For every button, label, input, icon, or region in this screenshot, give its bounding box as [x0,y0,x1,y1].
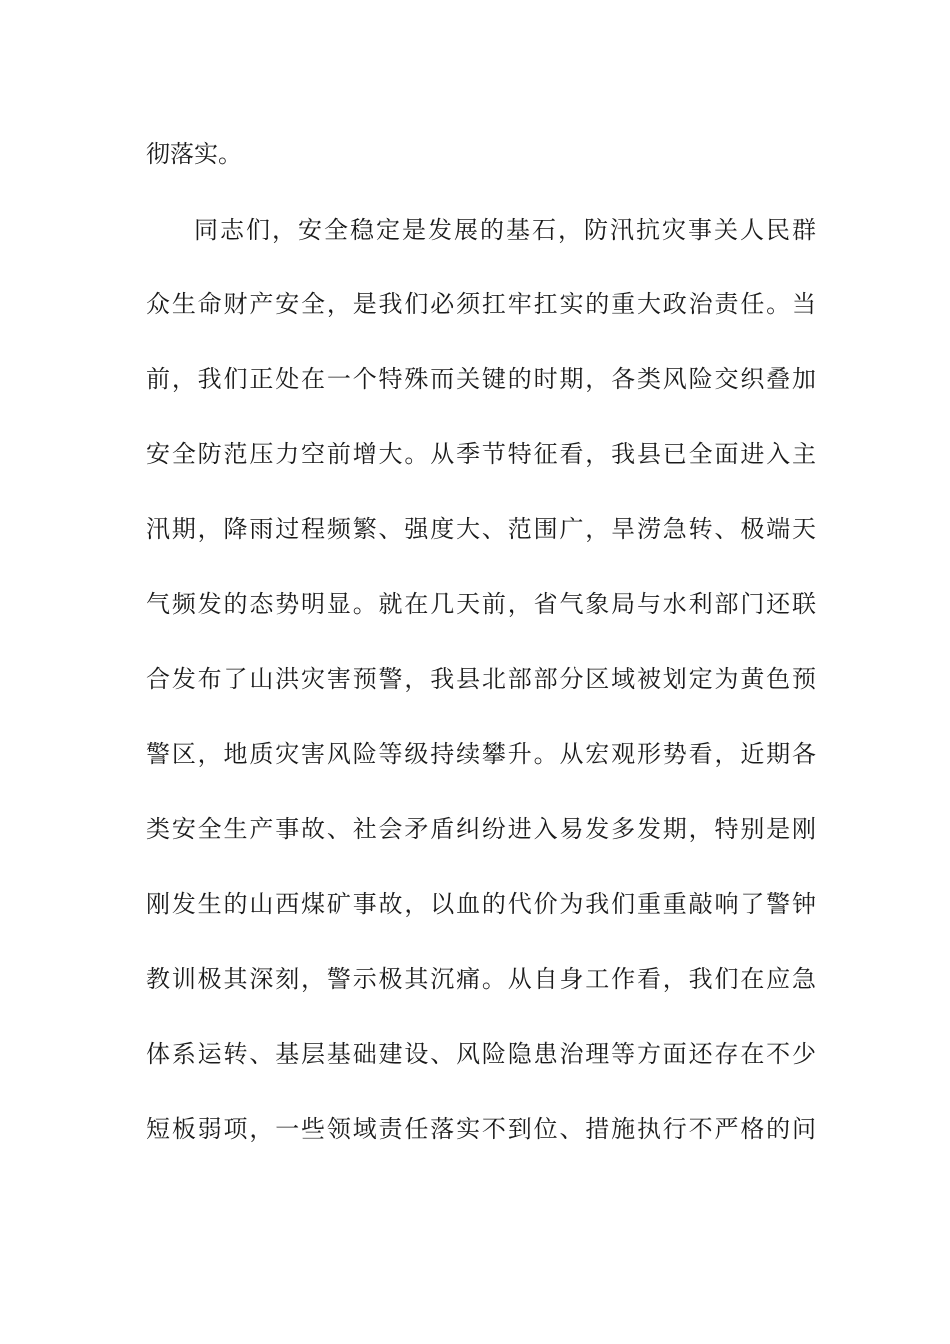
text-line: 教训极其深刻，警示极其沉痛。从自身工作看，我们在应急 [146,965,816,993]
text-line: 警区，地质灾害风险等级持续攀升。从宏观形势看，近期各 [146,740,816,768]
text-line: 短板弱项，一些领域责任落实不到位、措施执行不严格的问 [146,1115,816,1143]
paragraph-first-line: 同志们，安全稳定是发展的基石，防汛抗灾事关人民群 [194,216,816,244]
text-line: 前，我们正处在一个特殊而关键的时期，各类风险交织叠加 [146,365,816,393]
text-line: 合发布了山洪灾害预警，我县北部部分区域被划定为黄色预 [146,665,816,693]
text-line: 汛期，降雨过程频繁、强度大、范围广，旱涝急转、极端天 [146,515,816,543]
text-line: 刚发生的山西煤矿事故，以血的代价为我们重重敲响了警钟 [146,890,816,918]
text-line: 众生命财产安全，是我们必须扛牢扛实的重大政治责任。当 [146,290,816,318]
text-line: 彻落实。 [146,140,242,168]
text-line: 气频发的态势明显。就在几天前，省气象局与水利部门还联 [146,590,816,618]
text-line: 体系运转、基层基础建设、风险隐患治理等方面还存在不少 [146,1040,816,1068]
text-line: 类安全生产事故、社会矛盾纠纷进入易发多发期，特别是刚 [146,815,816,843]
text-line: 安全防范压力空前增大。从季节特征看，我县已全面进入主 [146,440,816,468]
